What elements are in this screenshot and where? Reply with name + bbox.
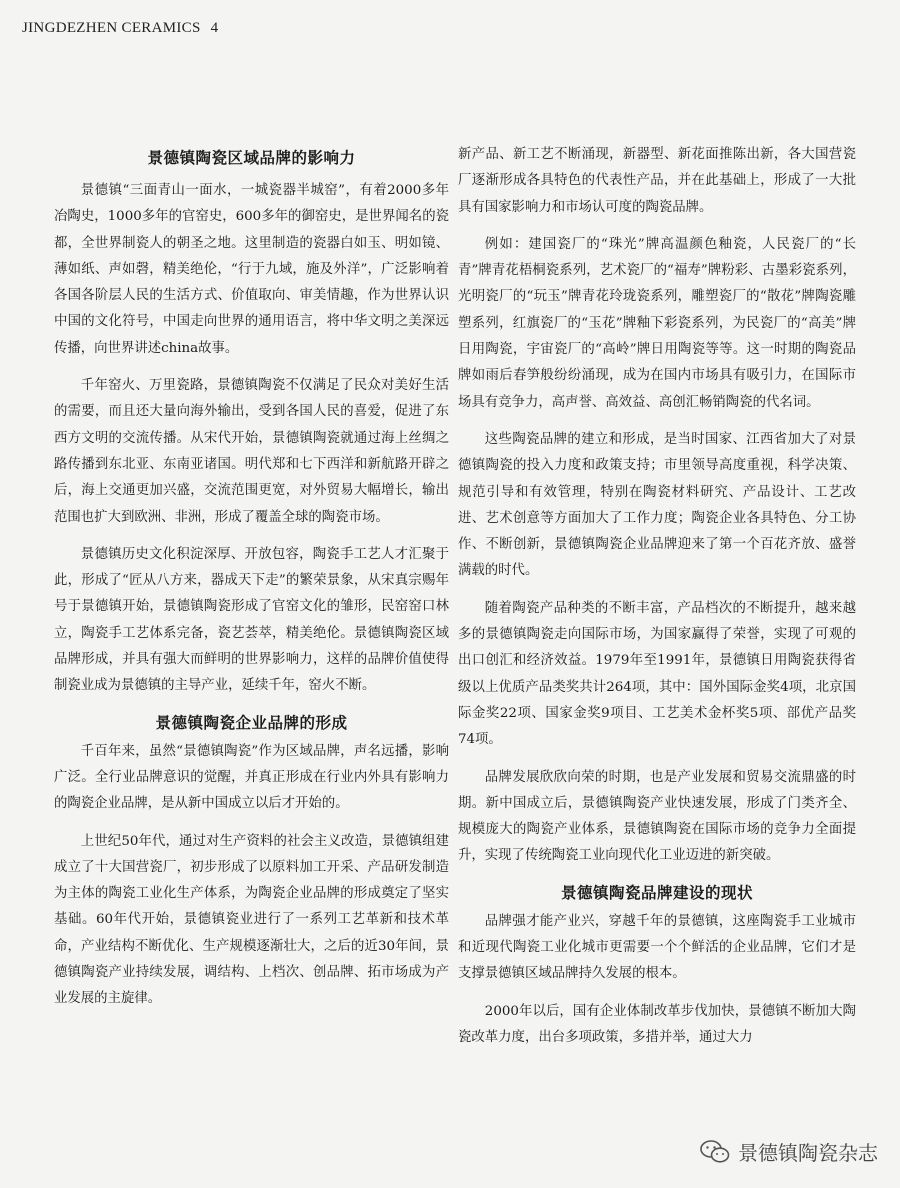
section-heading: 景德镇陶瓷企业品牌的形成: [155, 713, 348, 732]
paragraph-continued: 新产品、新工艺不断涌现，新器型、新花面推陈出新，各大国营瓷厂逐渐形成各具特色的代表性产品，并在此基础上，形成了一大批具有国家影响力和市场认可度的陶瓷品牌。: [458, 147, 856, 215]
paragraph: 随着陶瓷产品种类的不断丰富，产品档次的不断提升，越来越多的景德镇陶瓷走向国际市场，为国家赢得了荣誉，实现了可观的出口创汇和经济效益。1979年至1991年，景德镇日用陶瓷获得省级以上优质产品类奖共计264项，其中：国外国际金奖4项，北京国际金奖22项、国家金奖9项目、工艺美术金杯奖5项、部优产品奖74项。: [458, 600, 856, 748]
journal-name: JINGDEZHEN CERAMICS: [22, 20, 201, 36]
wechat-icon: [700, 1139, 730, 1165]
page-number: 4: [210, 20, 219, 36]
paragraph: 千年窑火、万里瓷路，景德镇陶瓷不仅满足了民众对美好生活的需要，而且还大量向海外输出，受到各国人民的喜爱，促进了东西方文明的交流传播。从宋代开始，景德镇陶瓷就通过海上丝绸之路传播到东北亚、东南亚诸国。明代郑和七下西洋和新航路开辟之后，海上交通更加兴盛，交流范围更宽，对外贸易大幅增长，输出范围也扩大到欧洲、非洲，形成了覆盖全球的陶瓷市场。: [54, 378, 449, 525]
running-header: [22, 20, 218, 37]
paragraph: 例如：建国瓷厂的“珠光”牌高温颜色釉瓷，人民瓷厂的“长青”牌青花梧桐瓷系列，艺术瓷厂的“福寿”牌粉彩、古墨彩瓷系列，光明瓷厂的“玩玉”牌青花玲珑瓷系列，雕塑瓷厂的“散花”牌陶瓷雕塑系列，红旗瓷厂的“玉花”牌釉下彩瓷系列，为民瓷厂的“高美”牌日用陶瓷，宇宙瓷厂的“高岭”牌日用陶瓷等等。这一时期的陶瓷品牌如雨后春笋般纷纷涌现，成为在国内市场具有吸引力，在国际市场具有竞争力，高声誉、高效益、高创汇畅销陶瓷的代名词。: [458, 236, 856, 410]
paragraph: 景德镇“三面青山一面水，一城瓷器半城窑”，有着2000多年冶陶史，1000多年的官窑史，600多年的御窑史，是世界闻名的瓷都，全世界制瓷人的朝圣之地。这里制造的瓷器白如玉、明如镜、薄如纸、声如磬，精美绝伦，“行于九域，施及外洋”，广泛影响着各国各阶层人民的生活方式、价值取向、审美情趣，作为世界认识中国的文化符号，中国走向世界的通用语言，将中华文明之美深远传播，向世界讲述china故事。: [54, 183, 449, 356]
paragraph: 千百年来，虽然“景德镇陶瓷”作为区域品牌，声名远播，影响广泛。全行业品牌意识的觉醒，并真正形成在行业内外具有影响力的陶瓷企业品牌，是从新中国成立以后才开始的。: [54, 743, 449, 812]
left-column: [54, 146, 449, 1024]
paragraph: 上世纪50年代，通过对生产资料的社会主义改造，景德镇组建成立了十大国营瓷厂，初步形成了以原料加工开采、产品研发制造为主体的陶瓷工业化生产体系，为陶瓷企业品牌的形成奠定了坚实基础。60年代开始，景德镇瓷业进行了一系列工艺革新和技术革命，产业结构不断优化、生产规模逐渐壮大，之后的近30年间，景德镇陶瓷产业持续发展，调结构、上档次、创品牌、拓市场成为产业发展的主旋律。: [54, 833, 449, 1007]
paragraph: 品牌强才能产业兴，穿越千年的景德镇，这座陶瓷手工业城市和近现代陶瓷工业化城市更需要一个个鲜活的企业品牌，它们才是支撑景德镇区域品牌持久发展的根本。: [458, 913, 856, 982]
right-column: [458, 142, 856, 1062]
paragraph: 景德镇历史文化积淀深厚、开放包容，陶瓷手工艺人才汇聚于此，形成了“匠从八方来，器成天下走”的繁荣景象，从宋真宗赐年号于景德镇开始，景德镇陶瓷形成了官窑文化的雏形，民窑窑口林立，陶瓷手工艺体系完备，瓷艺荟萃，精美绝伦。景德镇陶瓷区域品牌形成，并具有强大而鲜明的世界影响力，这样的品牌价值使得制瓷业成为景德镇的主导产业，延续千年，窑火不断。: [54, 546, 449, 694]
section-heading: 景德镇陶瓷品牌建设的现状: [560, 883, 753, 902]
section-heading: 景德镇陶瓷区域品牌的影响力: [147, 149, 356, 167]
watermark-text: 景德镇陶瓷杂志: [738, 1141, 878, 1165]
paragraph: 这些陶瓷品牌的建立和形成，是当时国家、江西省加大了对景德镇陶瓷的投入力度和政策支持；市里领导高度重视，科学决策、规范引导和有效管理，特别在陶瓷材料研究、产品设计、工艺改进、艺术创意等方面加大了工作力度；陶瓷企业各具特色、分工协作、不断创新，景德镇陶瓷企业品牌迎来了第一个百花齐放、盛誉满载的时代。: [458, 431, 856, 579]
watermark: [700, 1137, 878, 1166]
paragraph: 2000年以后，国有企业体制改革步伐加快，景德镇不断加大陶瓷改革力度，出台多项政策，多措并举，通过大力: [458, 1003, 856, 1045]
paragraph: 品牌发展欣欣向荣的时期，也是产业发展和贸易交流鼎盛的时期。新中国成立后，景德镇陶瓷产业快速发展，形成了门类齐全、规模庞大的陶瓷产业体系，景德镇陶瓷在国际市场的竞争力全面提升，实现了传统陶瓷工业向现代化工业迈进的新突破。: [458, 769, 856, 864]
